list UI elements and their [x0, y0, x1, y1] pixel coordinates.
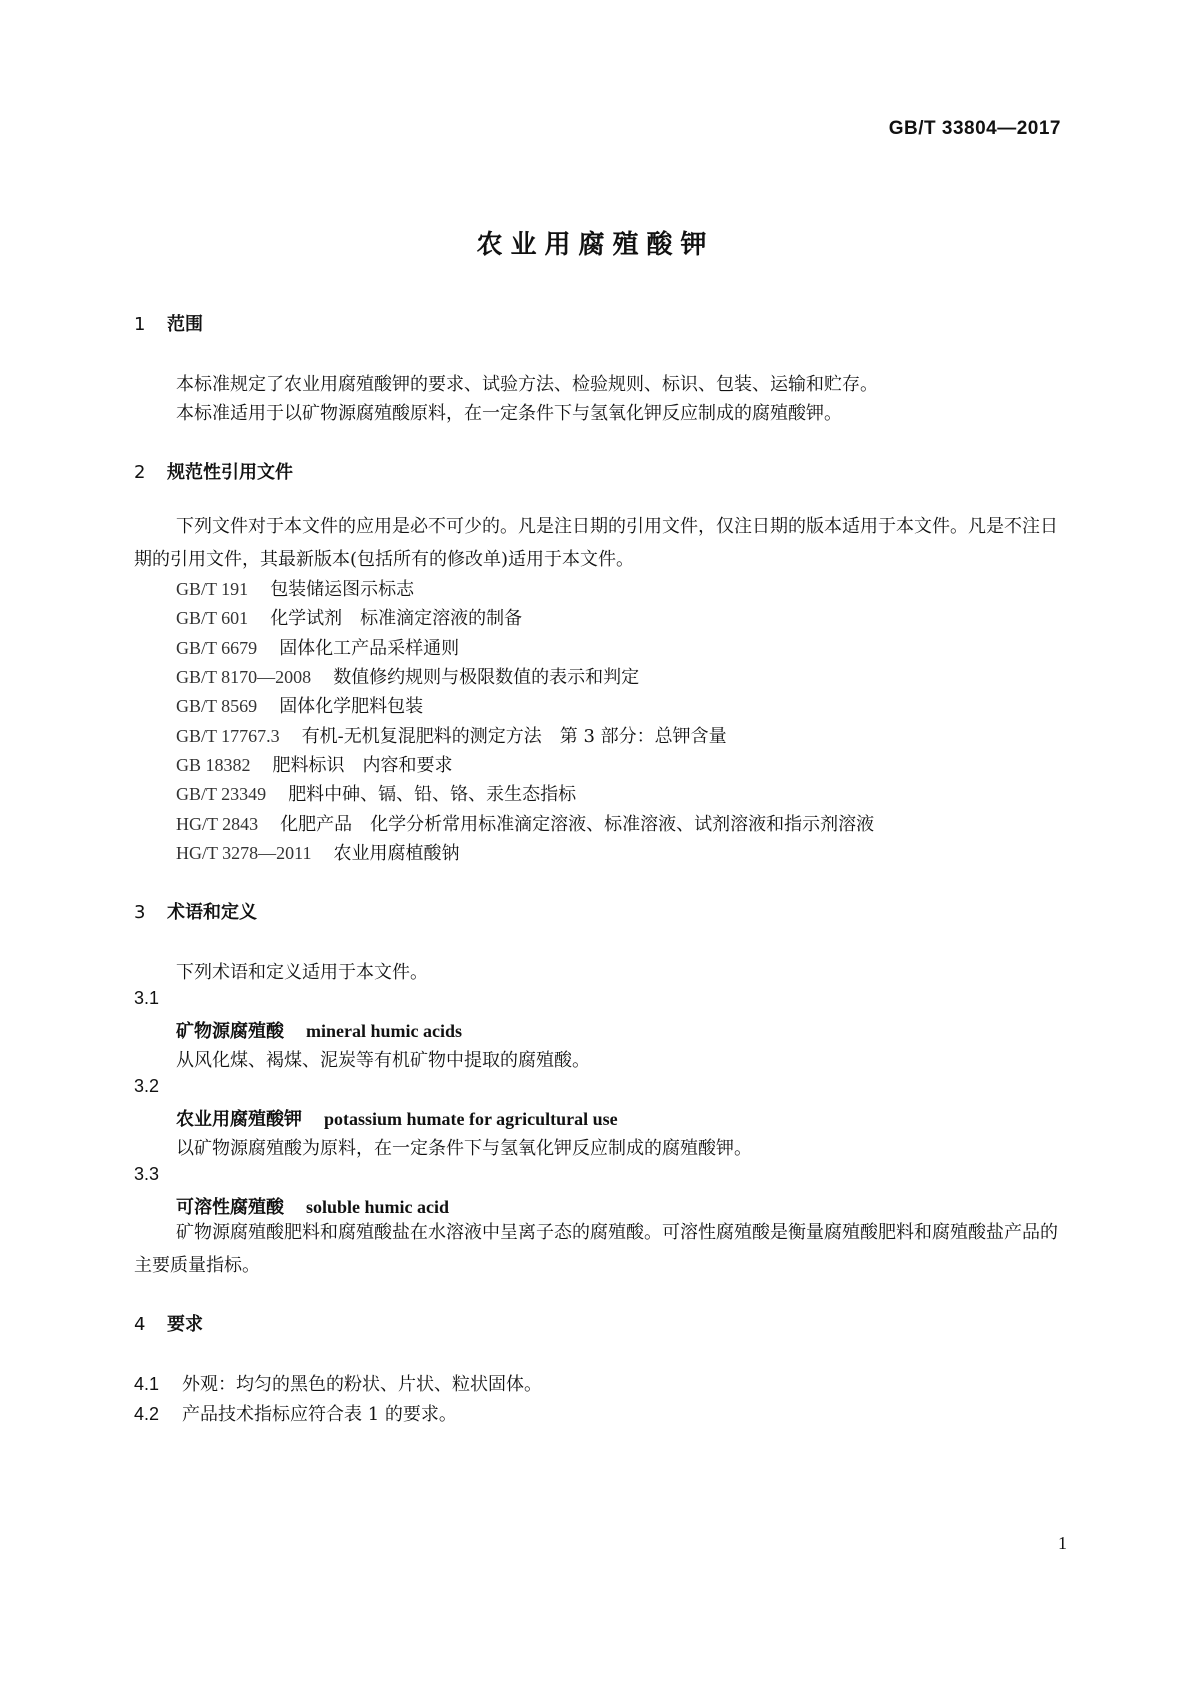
document-title: 农业用腐殖酸钾 — [476, 230, 715, 260]
term-heading — [176, 1105, 618, 1131]
term-definition: 以矿物源腐殖酸为原料，在一定条件下与氢氧化钾反应制成的腐殖酸钾。 — [176, 1138, 752, 1159]
term-en: mineral humic acids — [306, 1021, 462, 1041]
reference-item — [176, 780, 576, 806]
reference-name: 有机-无机复混肥料的测定方法 第 3 部分：总钾含量 — [301, 726, 727, 747]
reference-item — [176, 634, 459, 660]
reference-code: GB/T 8170—2008 — [176, 667, 312, 687]
section-title: 术语和定义 — [167, 902, 257, 923]
reference-code: GB/T 8569 — [176, 696, 258, 716]
section-title: 规范性引用文件 — [167, 462, 293, 483]
reference-code: GB/T 601 — [176, 608, 249, 628]
reference-item — [176, 810, 874, 836]
section-title: 要求 — [167, 1314, 203, 1335]
section-number: 3 — [134, 902, 146, 923]
requirement-item — [134, 1400, 457, 1426]
section-number: 4 — [134, 1314, 146, 1335]
reference-name: 固体化学肥料包装 — [279, 696, 424, 717]
term-zh: 农业用腐殖酸钾 — [176, 1109, 302, 1130]
reference-code: GB 18382 — [176, 755, 251, 775]
scope-paragraph-1: 本标准规定了农业用腐殖酸钾的要求、试验方法、检验规则、标识、包装、运输和贮存。 — [176, 374, 878, 395]
reference-item — [176, 839, 460, 865]
reference-code: GB/T 191 — [176, 579, 249, 599]
reference-name: 肥料标识 内容和要求 — [272, 755, 453, 776]
term-zh: 可溶性腐殖酸 — [176, 1197, 284, 1218]
section-2-heading — [134, 458, 293, 484]
reference-item — [176, 575, 414, 601]
reference-name: 化学试剂 标准滴定溶液的制备 — [270, 608, 523, 629]
section-3-heading — [134, 898, 257, 924]
reference-name: 固体化工产品采样通则 — [279, 638, 460, 659]
reference-code: GB/T 17767.3 — [176, 726, 280, 746]
term-definition: 从风化煤、褐煤、泥炭等有机矿物中提取的腐殖酸。 — [176, 1050, 590, 1071]
section-number: 2 — [134, 462, 146, 483]
section-1-heading — [134, 310, 203, 336]
requirement-text: 产品技术指标应符合表 1 的要求。 — [182, 1404, 457, 1425]
term-en: soluble humic acid — [306, 1197, 450, 1217]
reference-name: 包装储运图示标志 — [270, 579, 415, 600]
reference-code: GB/T 6679 — [176, 638, 258, 658]
reference-name: 数值修约规则与极限数值的表示和判定 — [333, 667, 640, 688]
requirement-text: 外观：均匀的黑色的粉状、片状、粒状固体。 — [182, 1374, 542, 1395]
term-zh: 矿物源腐殖酸 — [176, 1021, 284, 1042]
reference-item — [176, 663, 639, 689]
term-heading — [176, 1017, 462, 1043]
term-number: 3.2 — [134, 1076, 160, 1096]
requirement-item — [134, 1370, 542, 1396]
reference-code: GB/T 23349 — [176, 784, 267, 804]
section-4-heading — [134, 1310, 203, 1336]
term-number: 3.3 — [134, 1164, 160, 1184]
page-number: 1 — [1058, 1533, 1067, 1553]
term-number: 3.1 — [134, 988, 160, 1008]
reference-name: 化肥产品 化学分析常用标准滴定溶液、标准溶液、试剂溶液和指示剂溶液 — [280, 814, 875, 835]
requirement-number: 4.1 — [134, 1374, 160, 1394]
terms-intro: 下列术语和定义适用于本文件。 — [176, 962, 428, 983]
reference-name: 肥料中砷、镉、铅、铬、汞生态指标 — [288, 784, 577, 805]
reference-item — [176, 692, 423, 718]
normative-references-intro: 下列文件对于本文件的应用是必不可少的。凡是注日期的引用文件，仅注日期的版本适用于本文件。凡是不注日期的引用文件，其最新版本(包括所有的修改单)适用于本文件。 — [134, 516, 1058, 570]
section-title: 范围 — [167, 314, 203, 335]
scope-paragraph-2: 本标准适用于以矿物源腐殖酸原料，在一定条件下与氢氧化钾反应制成的腐殖酸钾。 — [176, 403, 842, 424]
requirement-number: 4.2 — [134, 1404, 160, 1424]
reference-name: 农业用腐植酸钠 — [333, 843, 460, 864]
reference-item — [176, 604, 522, 630]
reference-item — [176, 722, 727, 748]
reference-code: HG/T 3278—2011 — [176, 843, 312, 863]
reference-code: HG/T 2843 — [176, 814, 259, 834]
reference-item — [176, 751, 453, 777]
term-en: potassium humate for agricultural use — [324, 1109, 618, 1129]
standard-number: GB/T 33804—2017 — [888, 118, 1061, 139]
term-definition: 矿物源腐殖酸肥料和腐殖酸盐在水溶液中呈离子态的腐殖酸。可溶性腐殖酸是衡量腐殖酸肥料和腐殖酸盐产品的主要质量指标。 — [134, 1222, 1058, 1276]
section-number: 1 — [134, 314, 146, 335]
